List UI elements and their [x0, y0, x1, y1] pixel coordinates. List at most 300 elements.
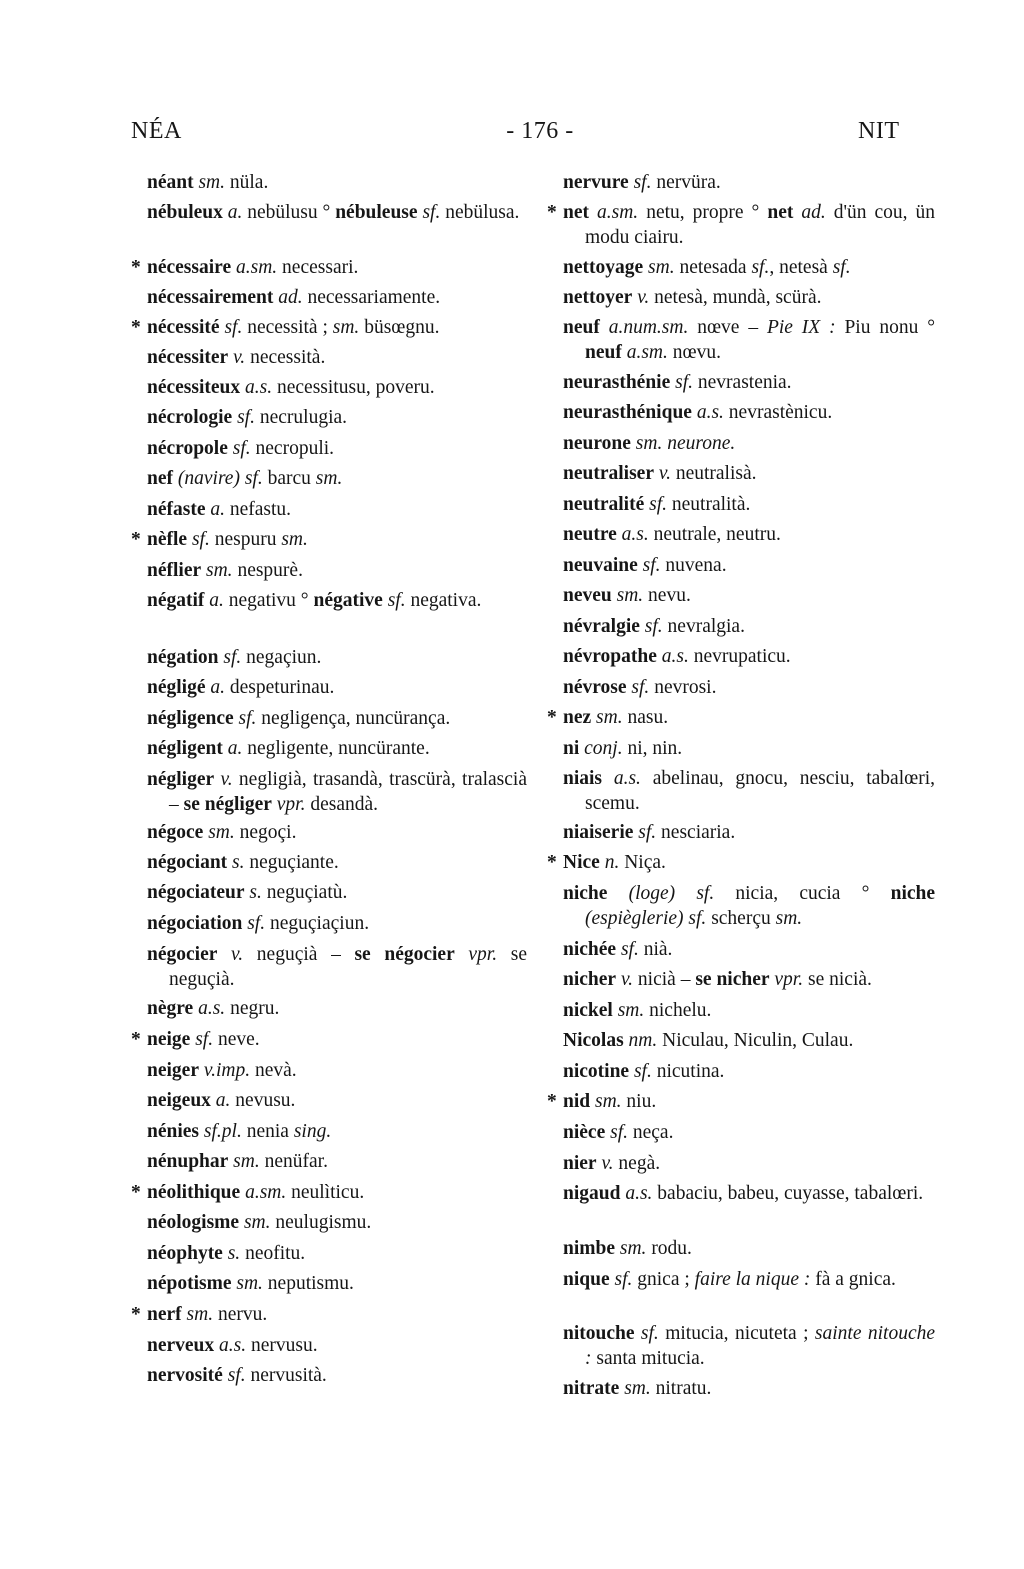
headword: négociant: [147, 852, 228, 873]
translation: neguçiante.: [244, 852, 339, 873]
headword: népotisme: [147, 1273, 232, 1294]
grammar-label: sf.: [247, 913, 266, 934]
grammar-label: sm.: [186, 1304, 214, 1325]
headword: neiger: [147, 1060, 199, 1081]
dictionary-entry: [147, 850, 527, 875]
translation: neguçiatù.: [261, 882, 348, 903]
grammar-label: v.: [220, 769, 233, 790]
headword: nichée: [563, 939, 617, 960]
grammar-label: sf.: [191, 529, 210, 550]
grammar-label: sm.: [243, 1212, 271, 1233]
translation: mitucia, nicuteta ;: [658, 1323, 815, 1344]
grammar-label: sm.: [775, 908, 803, 929]
headword: néflier: [147, 560, 202, 581]
translation: [589, 202, 597, 223]
dictionary-entry: [131, 1302, 527, 1327]
grammar-label: sf.: [614, 1269, 633, 1290]
dictionary-entry: [147, 1149, 527, 1174]
grammar-label: sf.: [610, 1122, 628, 1143]
dictionary-entry: [563, 1120, 935, 1145]
grammar-label: a.: [227, 202, 243, 223]
headword: nécessiter: [147, 347, 229, 368]
translation: despeturinau.: [225, 677, 335, 698]
headword: neveu: [563, 585, 612, 606]
grammar-label: a.s.: [625, 1183, 653, 1204]
grammar-label: sf.: [223, 647, 242, 668]
headword: se négocier: [354, 944, 455, 965]
headword: nez: [563, 707, 592, 728]
grammar-label: vpr.: [468, 944, 498, 965]
dictionary-entry: [563, 1181, 935, 1206]
dictionary-entry: [563, 1059, 935, 1084]
dictionary-entry: [147, 675, 527, 700]
translation: negativu °: [223, 590, 314, 611]
headword: nettoyage: [563, 257, 644, 278]
translation: netesà, mundà, scürà.: [649, 287, 822, 308]
dictionary-entry: [147, 466, 527, 491]
headword: négative: [313, 590, 383, 611]
dictionary-entry: [147, 942, 527, 992]
entry-star-marker: *: [131, 1029, 141, 1050]
grammar-label: v.: [620, 969, 634, 990]
translation: fà a gnica.: [810, 1269, 896, 1290]
headword: se négliger: [183, 794, 272, 815]
translation: Niça.: [619, 852, 666, 873]
headword: néfaste: [147, 499, 206, 520]
headword: nef: [147, 468, 173, 489]
grammar-label: v.: [233, 347, 246, 368]
translation: necropuli.: [250, 438, 335, 459]
grammar-label: sf.: [640, 1323, 659, 1344]
headword: négatif: [147, 590, 205, 611]
dictionary-entry: [147, 285, 527, 310]
dictionary-entry: [563, 370, 935, 395]
dictionary-entry: [147, 1058, 527, 1083]
grammar-label: v.: [637, 287, 650, 308]
grammar-label: a.sm.: [626, 342, 668, 363]
translation: nevà.: [250, 1060, 297, 1081]
headword: neige: [147, 1029, 191, 1050]
grammar-label: a.s.: [661, 646, 689, 667]
grammar-label: sf.: [224, 317, 243, 338]
headword: nid: [563, 1091, 591, 1112]
translation: netesada: [674, 257, 752, 278]
translation: necessità.: [245, 347, 326, 368]
headword: nègre: [147, 998, 194, 1019]
headword: neuf: [563, 317, 600, 338]
headword: se nicher: [695, 969, 770, 990]
translation: nià.: [638, 939, 673, 960]
headword: neutralité: [563, 494, 645, 515]
headword: néant: [147, 172, 194, 193]
dictionary-entry: [147, 645, 527, 670]
grammar-label: a.s.: [696, 402, 724, 423]
headword: néolithique: [147, 1182, 241, 1203]
grammar-label: n.: [604, 852, 620, 873]
translation: nevrastènicu.: [723, 402, 833, 423]
headword: néologisme: [147, 1212, 240, 1233]
headword: nerveux: [147, 1335, 215, 1356]
headword: neurasthénie: [563, 372, 671, 393]
grammar-label: sf.: [638, 822, 657, 843]
translation: nuvena.: [660, 555, 727, 576]
translation: neutralità.: [667, 494, 751, 515]
grammar-label: Pie IX :: [766, 317, 836, 338]
grammar-label: sm.: [315, 468, 343, 489]
dictionary-entry: [563, 1028, 935, 1053]
translation: nichelu.: [644, 1000, 712, 1021]
headword: nervosité: [147, 1365, 223, 1386]
entry-star-marker: *: [547, 707, 557, 728]
translation: necessari.: [277, 257, 359, 278]
grammar-label: sf.: [751, 257, 770, 278]
headword: neuvaine: [563, 555, 638, 576]
dictionary-entry: [563, 614, 935, 639]
grammar-label: v.: [601, 1153, 614, 1174]
translation: Niculau, Niculin, Culau.: [657, 1030, 854, 1051]
translation: [607, 883, 628, 904]
grammar-label: a.s.: [621, 524, 649, 545]
translation: neulìticu.: [286, 1182, 365, 1203]
dictionary-entry: [147, 706, 527, 731]
grammar-label: sf.: [232, 438, 251, 459]
headword: névrose: [563, 677, 627, 698]
translation: nicia, cucia °: [714, 883, 891, 904]
translation: necessitusu, poveru.: [272, 377, 435, 398]
dictionary-entry: [147, 405, 527, 430]
grammar-label: sm.: [596, 707, 623, 728]
grammar-label: sf.: [227, 1365, 246, 1386]
dictionary-entry: [563, 881, 935, 931]
dictionary-entry: [563, 766, 935, 816]
translation: nicutina.: [651, 1061, 725, 1082]
grammar-label: sm.: [624, 1378, 651, 1399]
headword: nèfle: [147, 529, 188, 550]
translation: desandà.: [305, 794, 379, 815]
translation: necessità ;: [242, 317, 333, 338]
translation: [602, 768, 614, 789]
translation: neutrale, neutru.: [648, 524, 781, 545]
grammar-label: sm.: [332, 317, 360, 338]
dictionary-entry: [131, 315, 527, 340]
grammar-label: sf.: [633, 172, 652, 193]
entry-star-marker: *: [131, 529, 141, 550]
translation: neve.: [213, 1029, 260, 1050]
translation: niu.: [621, 1091, 657, 1112]
dictionary-entry: [563, 553, 935, 578]
grammar-label: a.s.: [219, 1335, 247, 1356]
translation: neutralisà.: [670, 463, 757, 484]
translation: , netesà: [769, 257, 833, 278]
grammar-label: s.: [249, 882, 262, 903]
translation: gnica ;: [632, 1269, 695, 1290]
translation: nevu.: [643, 585, 691, 606]
headword: neuf: [585, 342, 622, 363]
running-header-right: NIT: [858, 118, 900, 144]
grammar-label: sf.: [688, 908, 707, 929]
grammar-label: sm.: [619, 1238, 647, 1259]
translation: nasu.: [622, 707, 669, 728]
translation: negligente, nuncürante.: [242, 738, 430, 759]
grammar-label: sf.: [696, 883, 715, 904]
grammar-label: sainte nitouche :: [585, 1323, 936, 1369]
dictionary-entry: [147, 497, 527, 522]
headword: nébuleuse: [335, 202, 418, 223]
grammar-label: sf.: [238, 708, 257, 729]
translation: barcu: [262, 468, 316, 489]
headword: neutre: [563, 524, 617, 545]
grammar-label: sm.: [635, 433, 663, 454]
dictionary-entry: [147, 1271, 527, 1296]
headword: négliger: [147, 769, 215, 790]
grammar-label: a.: [209, 590, 224, 611]
translation: nebülusu °: [242, 202, 336, 223]
translation: nesciaria.: [656, 822, 736, 843]
dictionary-entry: [563, 315, 935, 365]
translation: d'ün cou, ün modu ciairu.: [585, 202, 936, 248]
entry-star-marker: *: [131, 1182, 141, 1203]
translation: nevralgia.: [662, 616, 745, 637]
grammar-label: sf.pl.: [203, 1121, 242, 1142]
grammar-label: s.: [227, 1243, 241, 1264]
dictionary-entry: [563, 1236, 935, 1261]
headword: neurasthénique: [563, 402, 692, 423]
translation: rodu.: [646, 1238, 692, 1259]
dictionary-entry: [147, 588, 527, 613]
dictionary-entry: [563, 255, 935, 280]
headword: négligé: [147, 677, 206, 698]
headword: ni: [563, 738, 580, 759]
grammar-label: v.: [658, 463, 671, 484]
entry-star-marker: *: [131, 317, 141, 338]
headword: néophyte: [147, 1243, 223, 1264]
grammar-label: v.imp.: [203, 1060, 251, 1081]
headword: nettoyer: [563, 287, 633, 308]
grammar-label: ad.: [278, 287, 303, 308]
dictionary-entry: [147, 170, 527, 195]
headword: nécessairement: [147, 287, 274, 308]
headword: négoce: [147, 822, 204, 843]
headword: négociateur: [147, 882, 245, 903]
headword: Nicolas: [563, 1030, 624, 1051]
entry-star-marker: *: [131, 257, 141, 278]
translation: se nicià.: [803, 969, 872, 990]
grammar-label: v.: [231, 944, 244, 965]
grammar-label: sm.: [206, 560, 233, 581]
grammar-label: sm.: [208, 822, 235, 843]
grammar-label: s.: [232, 852, 245, 873]
dictionary-entry: [547, 850, 935, 875]
translation: [675, 883, 696, 904]
headword: nimbe: [563, 1238, 616, 1259]
grammar-label: a.sm.: [236, 257, 278, 278]
dictionary-entry: [563, 431, 935, 456]
dictionary-entry: [131, 1180, 527, 1205]
entry-star-marker: *: [547, 852, 557, 873]
dictionary-entry: [563, 285, 935, 310]
grammar-label: sf.: [387, 590, 406, 611]
headword: nerf: [147, 1304, 182, 1325]
grammar-label: sm.: [617, 1000, 645, 1021]
grammar-label: a.sm.: [245, 1182, 287, 1203]
dictionary-entry: [563, 492, 935, 517]
grammar-label: neurone.: [667, 433, 736, 454]
grammar-label: a.num.sm.: [608, 317, 689, 338]
translation: negativa.: [405, 590, 482, 611]
translation: babaciu, babeu, cuyasse, tabalœri.: [652, 1183, 924, 1204]
translation: [600, 317, 609, 338]
translation: neputismu.: [262, 1273, 354, 1294]
dictionary-entry: [147, 1241, 527, 1266]
grammar-label: vpr.: [774, 969, 804, 990]
dictionary-entry: [147, 1210, 527, 1235]
headword: nitouche: [563, 1323, 635, 1344]
dictionary-entry: [147, 200, 527, 225]
dictionary-entry: [563, 400, 935, 425]
dictionary-entry: [147, 558, 527, 583]
entry-star-marker: *: [547, 1091, 557, 1112]
translation: nebülusa.: [440, 202, 520, 223]
translation: necrulugia.: [254, 407, 348, 428]
headword: nier: [563, 1153, 597, 1174]
grammar-label: sf.: [237, 407, 255, 428]
grammar-label: nm.: [628, 1030, 658, 1051]
dictionary-entry: [563, 522, 935, 547]
headword: nicotine: [563, 1061, 630, 1082]
grammar-label: sf.: [832, 257, 851, 278]
headword: nécessaire: [147, 257, 232, 278]
dictionary-entry: [147, 1088, 527, 1113]
grammar-label: vpr.: [276, 794, 306, 815]
headword: Nice: [563, 852, 600, 873]
translation: büsœgnu.: [359, 317, 440, 338]
headword: négocier: [147, 944, 218, 965]
entry-star-marker: *: [131, 1304, 141, 1325]
dictionary-entry: [147, 736, 527, 761]
headword: négation: [147, 647, 219, 668]
headword: neigeux: [147, 1090, 211, 1111]
grammar-label: sf.: [244, 468, 263, 489]
translation: scherçu: [706, 908, 776, 929]
grammar-label: sm.: [233, 1151, 260, 1172]
headword: nigaud: [563, 1183, 621, 1204]
translation: netu, propre °: [638, 202, 768, 223]
grammar-label: (loge): [628, 883, 676, 904]
translation: nœve –: [688, 317, 767, 338]
grammar-label: sf.: [631, 677, 650, 698]
translation: nenüfar.: [259, 1151, 328, 1172]
dictionary-entry: [147, 1119, 527, 1144]
grammar-label: sing.: [293, 1121, 332, 1142]
translation: nevrosi.: [649, 677, 717, 698]
grammar-label: sm.: [281, 529, 308, 550]
headword: nièce: [563, 1122, 606, 1143]
grammar-label: a.s.: [245, 377, 273, 398]
translation: neofitu.: [240, 1243, 306, 1264]
page-number: - 176 -: [506, 118, 574, 144]
translation: necessariamente.: [302, 287, 441, 308]
entry-star-marker: *: [547, 202, 557, 223]
translation: negà.: [613, 1153, 661, 1174]
translation: se neguçià.: [169, 944, 528, 990]
headword: nénuphar: [147, 1151, 229, 1172]
grammar-label: a.: [210, 499, 225, 520]
headword: niche: [890, 883, 936, 904]
translation: nevrastenia.: [693, 372, 792, 393]
dictionary-entry: [563, 967, 935, 992]
translation: negoçi.: [234, 822, 297, 843]
headword: niaiserie: [563, 822, 634, 843]
translation: neguçià –: [243, 944, 355, 965]
grammar-label: (navire): [177, 468, 240, 489]
headword: niais: [563, 768, 603, 789]
dictionary-entry: [563, 1376, 935, 1401]
translation: nœvu.: [667, 342, 721, 363]
headword: négligent: [147, 738, 223, 759]
grammar-label: sm.: [236, 1273, 263, 1294]
grammar-label: a.: [215, 1090, 231, 1111]
headword: névropathe: [563, 646, 657, 667]
dictionary-entry: [147, 996, 527, 1021]
headword: nénies: [147, 1121, 200, 1142]
headword: nécrologie: [147, 407, 233, 428]
translation: abelinau, gnocu, nesciu, tabalœri, scemu.: [585, 768, 935, 814]
grammar-label: sf.: [195, 1029, 214, 1050]
grammar-label: sf.: [422, 202, 441, 223]
dictionary-entry: [147, 345, 527, 370]
grammar-label: (espièglerie): [585, 908, 684, 929]
grammar-label: ad.: [801, 202, 826, 223]
headword: nécropole: [147, 438, 228, 459]
dictionary-entry: [563, 820, 935, 845]
grammar-label: sf.: [642, 555, 661, 576]
dictionary-entry: [563, 998, 935, 1023]
dictionary-entry: [563, 675, 935, 700]
grammar-label: sm.: [594, 1091, 622, 1112]
translation: ni, nin.: [622, 738, 683, 759]
dictionary-entry: [563, 736, 935, 761]
headword: neurone: [563, 433, 631, 454]
dictionary-entry: [547, 200, 936, 250]
dictionary-entry: [147, 820, 527, 845]
dictionary-entry: [563, 461, 935, 486]
dictionary-entry: [547, 1089, 935, 1114]
running-header-left: NÉA: [131, 118, 182, 144]
translation: nitratu.: [650, 1378, 712, 1399]
grammar-label: sm.: [648, 257, 675, 278]
dictionary-entry: [147, 436, 527, 461]
dictionary-entry: [131, 255, 527, 280]
grammar-label: a.s.: [198, 998, 226, 1019]
dictionary-entry: [147, 1333, 527, 1358]
translation: nespuru: [209, 529, 282, 550]
translation: neulugismu.: [270, 1212, 372, 1233]
translation: negru.: [225, 998, 280, 1019]
dictionary-entry: [563, 1267, 935, 1292]
dictionary-entry: [131, 527, 527, 552]
translation: negaçiun.: [241, 647, 322, 668]
translation: nervu.: [213, 1304, 268, 1325]
translation: nespurè.: [232, 560, 303, 581]
grammar-label: sf.: [649, 494, 667, 515]
headword: nécessité: [147, 317, 220, 338]
grammar-label: sm.: [616, 585, 644, 606]
grammar-label: sm.: [198, 172, 226, 193]
grammar-label: a.: [210, 677, 225, 698]
headword: névralgie: [563, 616, 640, 637]
dictionary-entry: [563, 170, 935, 195]
headword: net: [563, 202, 589, 223]
